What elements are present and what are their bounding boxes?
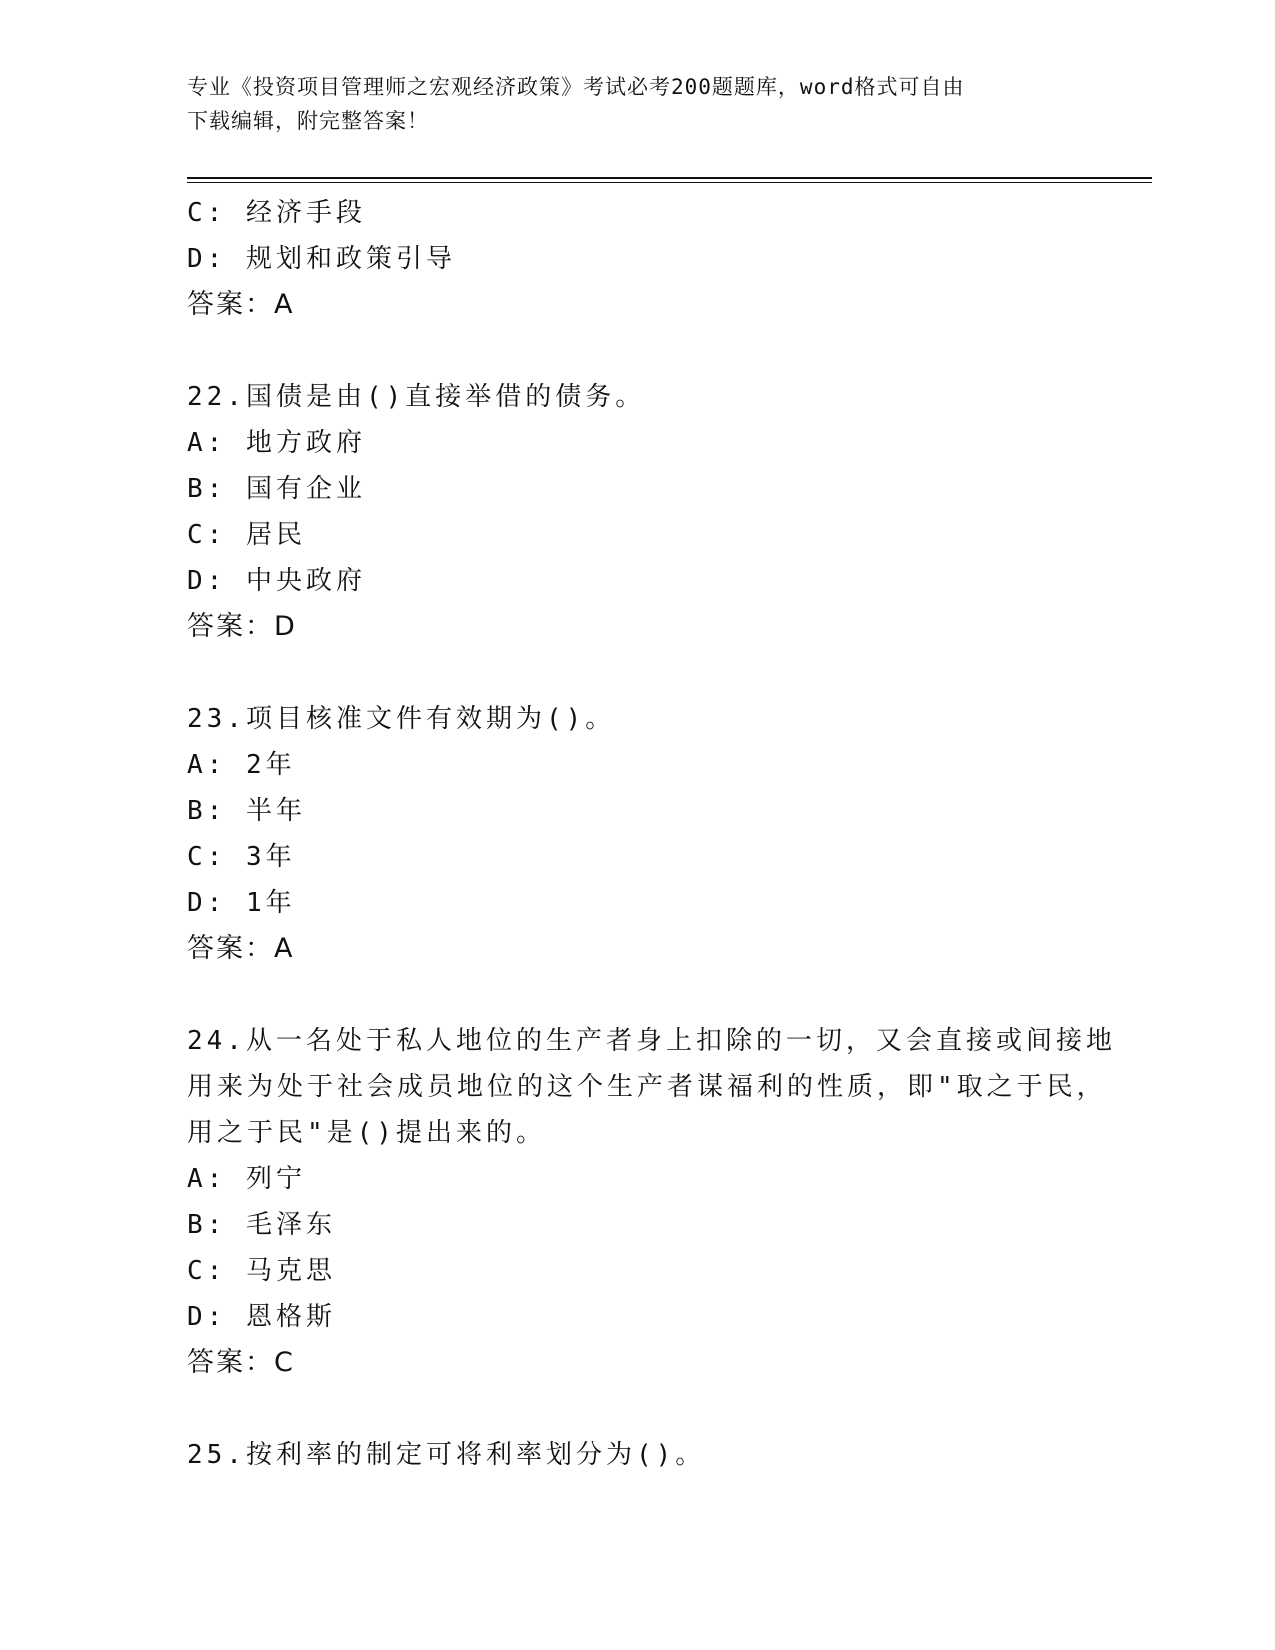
option-a: A: 2年 xyxy=(187,750,296,780)
option-a: A: 地方政府 xyxy=(187,428,366,458)
option-c: C: 马克思 xyxy=(187,1256,336,1286)
answer-line: 答案：D xyxy=(187,611,297,642)
question-25 xyxy=(187,1432,1087,1478)
option-d: D: 1年 xyxy=(187,888,296,918)
header-rule-thick xyxy=(187,177,1152,179)
previous-question-block xyxy=(187,190,1087,328)
option-c: C: 3年 xyxy=(187,842,296,872)
option-c: C: 经济手段 xyxy=(187,198,366,228)
question-content xyxy=(187,190,1116,1478)
option-b: B: 毛泽东 xyxy=(187,1210,336,1240)
question-text-line-3: 用之于民"是()提出来的。 xyxy=(187,1118,546,1148)
question-text: 25.按利率的制定可将利率划分为()。 xyxy=(187,1440,706,1470)
option-c: C: 居民 xyxy=(187,520,306,550)
question-22 xyxy=(187,374,1087,650)
option-d: D: 中央政府 xyxy=(187,566,366,596)
question-text-line-2: 用来为处于社会成员地位的这个生产者谋福利的性质，即"取之于民， xyxy=(187,1072,1107,1102)
spacer xyxy=(187,1386,1087,1432)
answer-line: 答案：A xyxy=(187,933,295,964)
answer-line: 答案：A xyxy=(187,289,295,320)
spacer xyxy=(187,972,1087,1018)
spacer xyxy=(187,650,1087,696)
spacer xyxy=(187,328,1087,374)
question-text: 23.项目核准文件有效期为()。 xyxy=(187,704,616,734)
option-a: A: 列宁 xyxy=(187,1164,306,1194)
answer-line: 答案：C xyxy=(187,1347,295,1378)
question-24 xyxy=(187,1018,1116,1386)
document-header xyxy=(187,70,1087,138)
header-rule-thin xyxy=(187,182,1152,183)
question-23 xyxy=(187,696,1087,972)
option-b: B: 半年 xyxy=(187,796,306,826)
option-d: D: 恩格斯 xyxy=(187,1302,336,1332)
header-line-1: 专业《投资项目管理师之宏观经济政策》考试必考200题题库，word格式可自由 xyxy=(187,75,965,99)
option-b: B: 国有企业 xyxy=(187,474,366,504)
question-text: 22.国债是由()直接举借的债务。 xyxy=(187,382,646,412)
header-line-2: 下载编辑，附完整答案！ xyxy=(187,109,429,133)
option-d: D: 规划和政策引导 xyxy=(187,244,456,274)
question-text-line-1: 24.从一名处于私人地位的生产者身上扣除的一切，又会直接或间接地 xyxy=(187,1026,1116,1056)
